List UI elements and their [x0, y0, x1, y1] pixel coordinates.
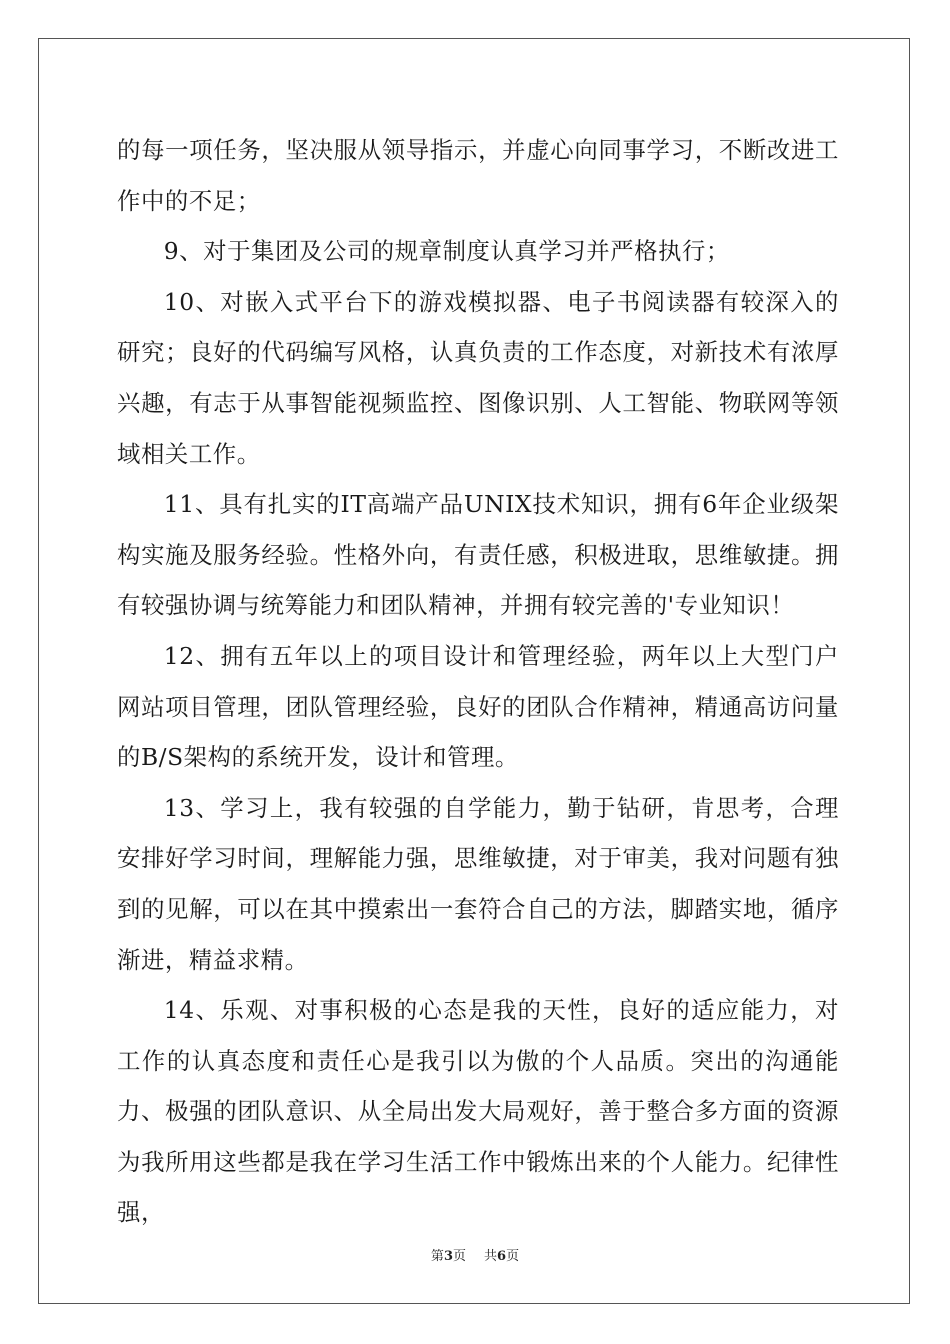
paragraph-continued: 的每一项任务，坚决服从领导指示，并虚心向同事学习，不断改进工作中的不足；	[117, 136, 839, 215]
paragraph-item-13: 13、学习上，我有较强的自学能力，勤于钻研，肯思考，合理安排好学习时间，理解能力强，思维敏捷，对于审美，我对问题有独到的见解，可以在其中摸索出一套符合自己的方法，脚踏实地，循序渐进，精益求精。	[117, 793, 839, 974]
document-body	[117, 125, 839, 1238]
footer-page-prefix: 第	[430, 1249, 444, 1264]
paragraph-item-10: 10、对嵌入式平台下的游戏模拟器、电子书阅读器有较深入的研究；良好的代码编写风格，认真负责的工作态度，对新技术有浓厚兴趣，有志于从事智能视频监控、图像识别、人工智能、物联网等领域相关工作。	[117, 287, 839, 468]
paragraph-item-12: 12、拥有五年以上的项目设计和管理经验，两年以上大型门户网站项目管理，团队管理经验，良好的团队合作精神，精通高访问量的B/S架构的系统开发，设计和管理。	[117, 641, 839, 772]
paragraph-item-11: 11、具有扎实的IT高端产品UNIX技术知识，拥有6年企业级架构实施及服务经验。性格外向，有责任感，积极进取，思维敏捷。拥有较强协调与统筹能力和团队精神，并拥有较完善的'专业知识！	[117, 490, 839, 620]
footer-page-unit: 页	[452, 1249, 466, 1264]
paragraph-item-14: 14、乐观、对事积极的心态是我的天性，良好的适应能力，对工作的认真态度和责任心是我引以为傲的个人品质。突出的沟通能力、极强的团队意识、从全局出发大局观好，善于整合多方面的资源为我所用这些都是我在学习生活工作中锻炼出来的个人能力。纪律性强，	[117, 996, 839, 1227]
footer-current-page: 3	[443, 1249, 453, 1264]
footer-total-unit: 页	[506, 1249, 520, 1264]
paragraph-item-9: 9、对于集团及公司的规章制度认真学习并严格执行；	[163, 237, 730, 266]
footer-total-pages: 6	[497, 1249, 507, 1264]
page-footer	[0, 1245, 950, 1264]
footer-total-prefix: 共	[484, 1249, 498, 1264]
